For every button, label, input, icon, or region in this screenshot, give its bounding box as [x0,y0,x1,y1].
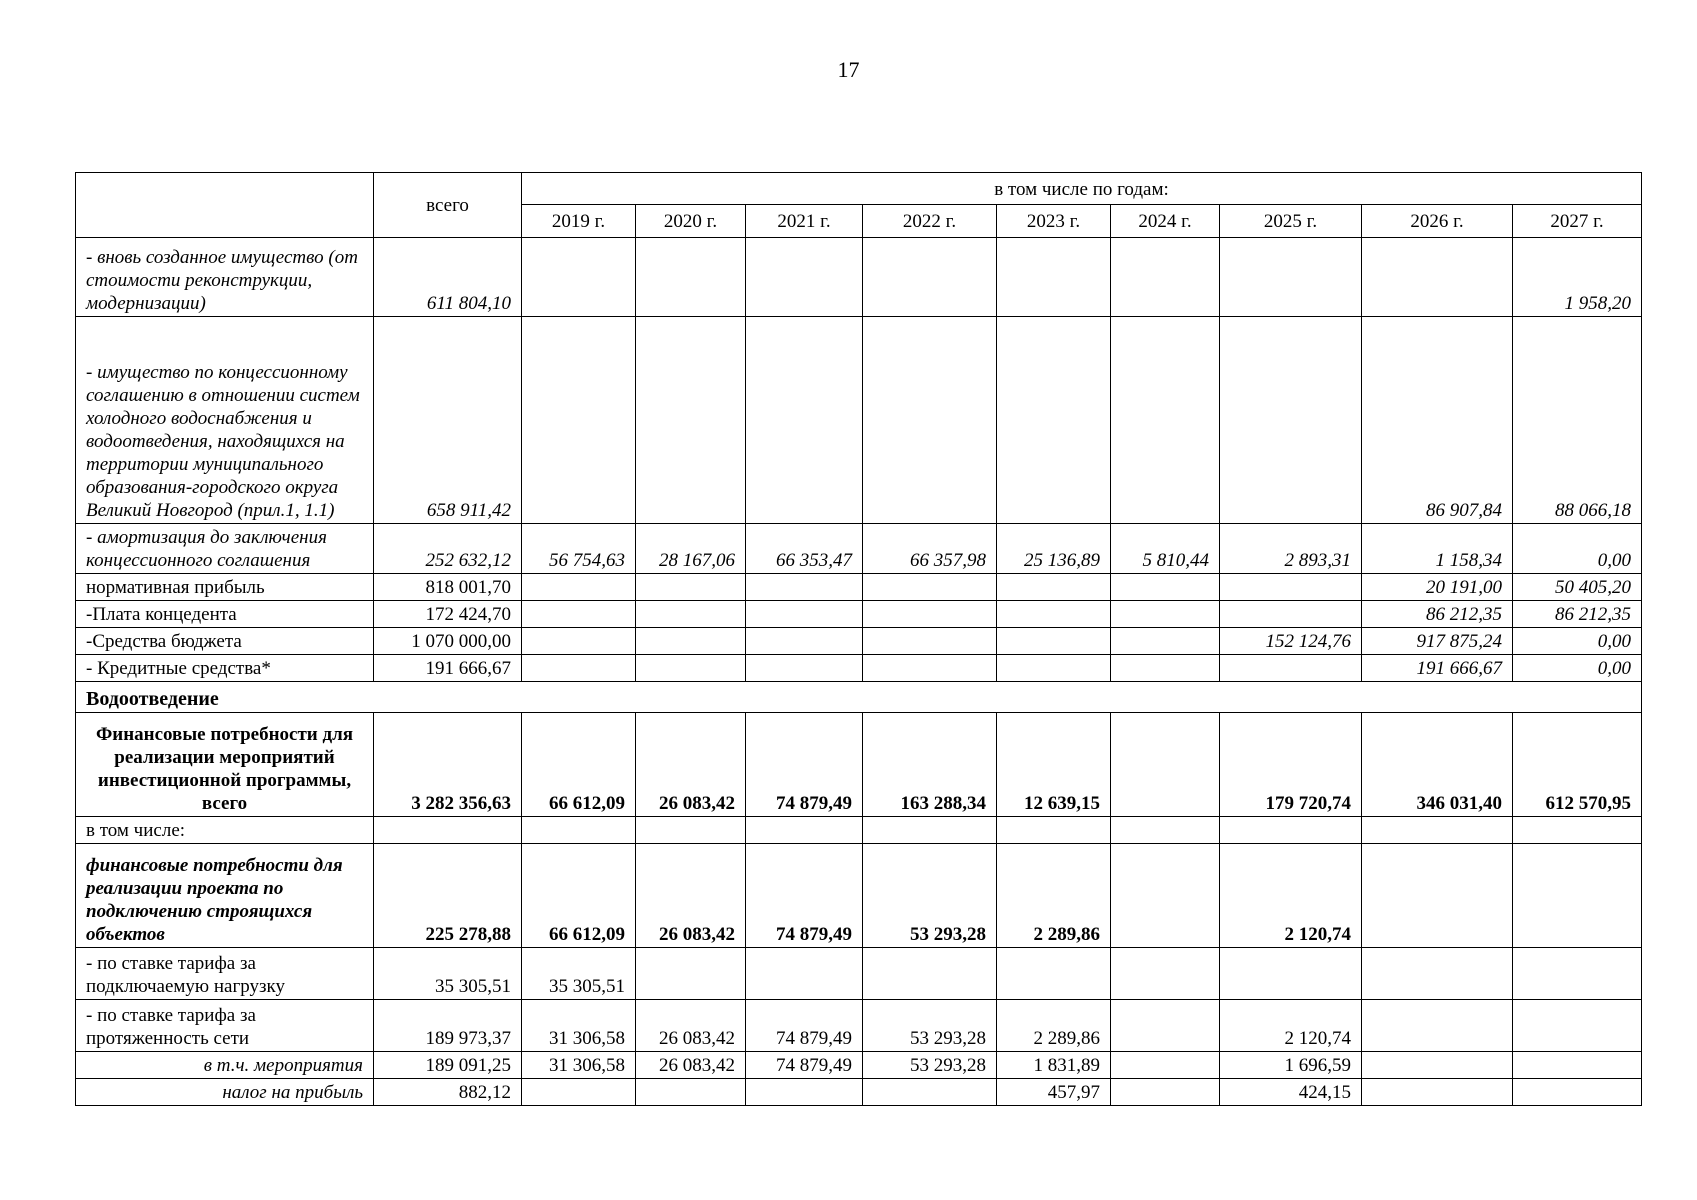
year-value-cell [522,238,636,317]
year-value-cell [1220,574,1362,601]
year-value-cell: 25 136,89 [997,524,1111,574]
year-value-cell: 917 875,24 [1362,628,1513,655]
row-total: 3 282 356,63 [374,713,522,817]
year-value-cell: 53 293,28 [863,844,997,948]
year-value-cell: 0,00 [1513,655,1642,682]
year-value-cell: 346 031,40 [1362,713,1513,817]
year-value-cell [997,655,1111,682]
row-total: 818 001,70 [374,574,522,601]
header-year: 2020 г. [636,205,746,238]
year-value-cell: 26 083,42 [636,1052,746,1079]
year-value-cell [746,655,863,682]
year-value-cell [1362,1079,1513,1106]
header-year: 2019 г. [522,205,636,238]
year-value-cell: 28 167,06 [636,524,746,574]
year-value-cell [863,1079,997,1106]
table-row [76,238,1642,317]
header-year: 2024 г. [1111,205,1220,238]
year-value-cell [1111,655,1220,682]
year-value-cell: 86 212,35 [1362,601,1513,628]
year-value-cell: 152 124,76 [1220,628,1362,655]
year-value-cell [997,238,1111,317]
row-total: 611 804,10 [374,238,522,317]
row-total: 225 278,88 [374,844,522,948]
row-label: - по ставке тарифа за подключаемую нагрузку [76,948,374,1000]
year-value-cell [522,1079,636,1106]
year-value-cell [1111,238,1220,317]
row-label: -Средства бюджета [76,628,374,655]
year-value-cell: 2 120,74 [1220,844,1362,948]
year-value-cell [636,574,746,601]
header-years-group: в том числе по годам: [522,173,1642,205]
year-value-cell [1220,817,1362,844]
table-row [76,1079,1642,1106]
year-value-cell [1111,628,1220,655]
year-value-cell [522,574,636,601]
year-value-cell [1513,1079,1642,1106]
year-value-cell [1111,1052,1220,1079]
year-value-cell: 1 158,34 [1362,524,1513,574]
year-value-cell [522,601,636,628]
row-total: 1 070 000,00 [374,628,522,655]
year-value-cell [636,1079,746,1106]
row-label: налог на прибыль [76,1079,374,1106]
year-value-cell [863,574,997,601]
row-total: 189 091,25 [374,1052,522,1079]
header-year: 2023 г. [997,205,1111,238]
year-value-cell [1111,713,1220,817]
year-value-cell [1111,817,1220,844]
year-value-cell: 457,97 [997,1079,1111,1106]
year-value-cell [863,655,997,682]
year-value-cell [1220,238,1362,317]
year-value-cell [522,628,636,655]
table-row [76,844,1642,948]
row-total: 189 973,37 [374,1000,522,1052]
table-row [76,1000,1642,1052]
year-value-cell: 20 191,00 [1362,574,1513,601]
year-value-cell: 1 831,89 [997,1052,1111,1079]
header-total: всего [374,173,522,238]
row-total: 252 632,12 [374,524,522,574]
year-value-cell [1220,655,1362,682]
table-row [76,628,1642,655]
row-label: финансовые потребности для реализации проекта по подключению строящихся объектов [76,844,374,948]
year-value-cell [636,628,746,655]
page-number: 17 [837,57,860,82]
year-value-cell [746,317,863,524]
table-row [76,713,1642,817]
year-value-cell: 12 639,15 [997,713,1111,817]
year-value-cell: 612 570,95 [1513,713,1642,817]
year-value-cell [1513,1000,1642,1052]
year-value-cell [997,817,1111,844]
header-year: 2021 г. [746,205,863,238]
year-value-cell [636,238,746,317]
year-value-cell [1111,844,1220,948]
year-value-cell [746,817,863,844]
year-value-cell [636,655,746,682]
year-value-cell: 163 288,34 [863,713,997,817]
header-blank-cell [76,173,374,238]
year-value-cell: 86 212,35 [1513,601,1642,628]
header-row-1 [76,173,1642,205]
year-value-cell: 86 907,84 [1362,317,1513,524]
section-row [76,682,1642,713]
row-label: -Плата концедента [76,601,374,628]
year-value-cell [636,601,746,628]
year-value-cell: 66 353,47 [746,524,863,574]
year-value-cell [1220,601,1362,628]
row-label: - имущество по концессионному соглашению в отношении систем холодного водоснабжения и водоотведения, находящихся на территории муниципального образования-городского округа Великий Новгород (прил.1, 1.1) [76,317,374,524]
year-value-cell: 56 754,63 [522,524,636,574]
year-value-cell: 2 120,74 [1220,1000,1362,1052]
year-value-cell: 26 083,42 [636,1000,746,1052]
table-body [76,173,1642,1106]
year-value-cell: 74 879,49 [746,844,863,948]
row-label: Финансовые потребности для реализации мероприятий инвестиционной программы, всего [76,713,374,817]
row-label: в т.ч. мероприятия [76,1052,374,1079]
year-value-cell: 74 879,49 [746,1000,863,1052]
header-year: 2027 г. [1513,205,1642,238]
row-label: - по ставке тарифа за протяженность сети [76,1000,374,1052]
year-value-cell [522,655,636,682]
year-value-cell: 31 306,58 [522,1052,636,1079]
header-year: 2025 г. [1220,205,1362,238]
year-value-cell [1111,601,1220,628]
table-row [76,524,1642,574]
year-value-cell: 35 305,51 [522,948,636,1000]
year-value-cell [746,1079,863,1106]
year-value-cell [1111,1000,1220,1052]
year-value-cell [997,317,1111,524]
year-value-cell [746,628,863,655]
year-value-cell [636,817,746,844]
year-value-cell [997,948,1111,1000]
year-value-cell: 5 810,44 [1111,524,1220,574]
year-value-cell: 74 879,49 [746,1052,863,1079]
table-row [76,574,1642,601]
year-value-cell: 2 893,31 [1220,524,1362,574]
table-row [76,1052,1642,1079]
year-value-cell [997,574,1111,601]
year-value-cell [1362,817,1513,844]
year-value-cell [1513,948,1642,1000]
year-value-cell [1362,1052,1513,1079]
year-value-cell: 0,00 [1513,524,1642,574]
year-value-cell [1111,1079,1220,1106]
year-value-cell: 26 083,42 [636,844,746,948]
year-value-cell: 2 289,86 [997,1000,1111,1052]
year-value-cell: 0,00 [1513,628,1642,655]
year-value-cell [1111,317,1220,524]
year-value-cell [863,817,997,844]
year-value-cell [1111,948,1220,1000]
year-value-cell: 424,15 [1220,1079,1362,1106]
financial-needs-table [75,172,1642,1106]
section-title: Водоотведение [76,682,1642,713]
year-value-cell [746,574,863,601]
year-value-cell: 88 066,18 [1513,317,1642,524]
year-value-cell [522,317,636,524]
year-value-cell [863,238,997,317]
row-label: нормативная прибыль [76,574,374,601]
year-value-cell: 66 357,98 [863,524,997,574]
year-value-cell [1362,238,1513,317]
row-label: - амортизация до заключения концессионного соглашения [76,524,374,574]
year-value-cell: 1 958,20 [1513,238,1642,317]
year-value-cell [997,601,1111,628]
year-value-cell [863,628,997,655]
year-value-cell: 66 612,09 [522,844,636,948]
year-value-cell [997,628,1111,655]
row-total: 35 305,51 [374,948,522,1000]
year-value-cell [1513,817,1642,844]
header-year: 2026 г. [1362,205,1513,238]
year-value-cell: 1 696,59 [1220,1052,1362,1079]
row-total: 172 424,70 [374,601,522,628]
year-value-cell: 179 720,74 [1220,713,1362,817]
year-value-cell: 31 306,58 [522,1000,636,1052]
year-value-cell [1362,948,1513,1000]
year-value-cell [1220,948,1362,1000]
row-label: - Кредитные средства* [76,655,374,682]
year-value-cell [863,948,997,1000]
table-row [76,817,1642,844]
year-value-cell [1513,844,1642,948]
row-label: в том числе: [76,817,374,844]
year-value-cell: 50 405,20 [1513,574,1642,601]
year-value-cell: 74 879,49 [746,713,863,817]
row-label: - вновь созданное имущество (от стоимости реконструкции, модернизации) [76,238,374,317]
year-value-cell [1362,1000,1513,1052]
year-value-cell: 191 666,67 [1362,655,1513,682]
year-value-cell [863,601,997,628]
year-value-cell [522,817,636,844]
table-row [76,655,1642,682]
year-value-cell [1111,574,1220,601]
year-value-cell [1362,844,1513,948]
row-total: 658 911,42 [374,317,522,524]
header-year: 2022 г. [863,205,997,238]
row-total [374,817,522,844]
year-value-cell [863,317,997,524]
year-value-cell: 2 289,86 [997,844,1111,948]
row-total: 191 666,67 [374,655,522,682]
year-value-cell: 53 293,28 [863,1000,997,1052]
year-value-cell: 53 293,28 [863,1052,997,1079]
year-value-cell [636,317,746,524]
year-value-cell: 26 083,42 [636,713,746,817]
table-row [76,948,1642,1000]
year-value-cell: 66 612,09 [522,713,636,817]
year-value-cell [746,601,863,628]
row-total: 882,12 [374,1079,522,1106]
year-value-cell [746,238,863,317]
year-value-cell [1220,317,1362,524]
year-value-cell [746,948,863,1000]
table-row [76,317,1642,524]
year-value-cell [636,948,746,1000]
year-value-cell [1513,1052,1642,1079]
table-row [76,601,1642,628]
